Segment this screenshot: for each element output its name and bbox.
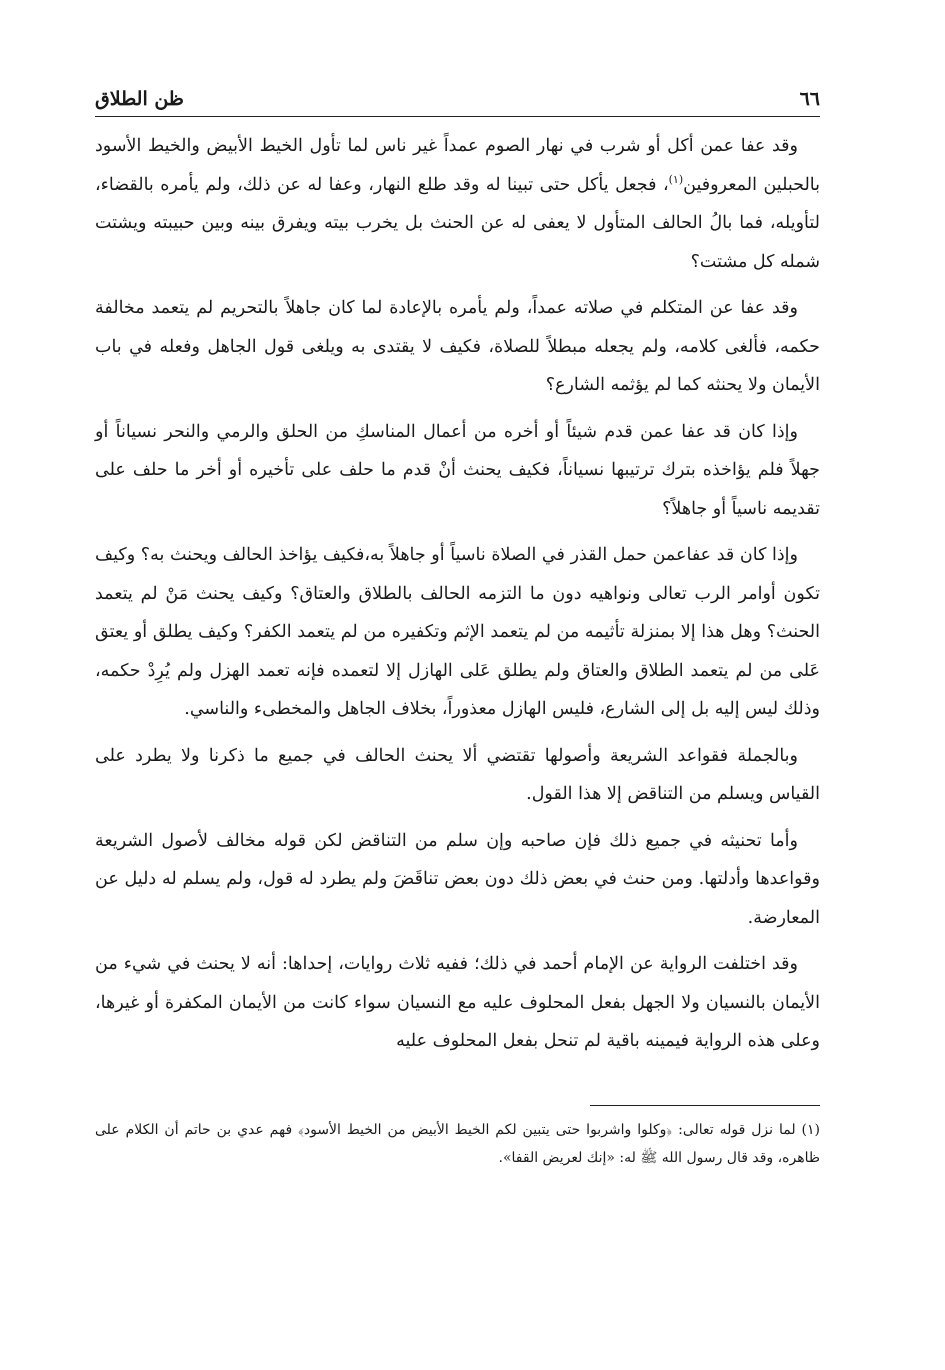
- book-title: ظن الطلاق: [95, 82, 190, 116]
- book-page: [95, 82, 820, 1282]
- footnote: (١) لما نزل قوله تعالى: ﴿وكلوا واشربوا حتى يتبين لكم الخيط الأبيض من الخيط الأسود﴾ فهم عدي بن حاتم أن الكلام على ظاهره، وقد قال رسول الله ﷺ له: «إنك لعريض القفا».: [95, 1121, 820, 1166]
- paragraph-1-text-after: ، فجعل يأكل حتى تبينا له وقد طلع النهار، وعفا له عن ذلك، ولم يأمره بالقضاء، لتأويله، فما بالُ الحالف المتأول لا يعفى له عن الحنث بل يخرب بيته ويفرق بينه وبين حبيبته ويشتت شمله كل مشتت؟: [95, 174, 820, 272]
- running-head: [95, 82, 820, 117]
- paragraph-6: وأما تحنيثه في جميع ذلك فإن صاحبه وإن سلم من التناقض لكن قوله مخالف لأصول الشريعة وقواعدها وأدلتها. ومن حنث في بعض ذلك دون بعض تناقَضَ ولم يطرد له قول، ولم يسلم له دليل عن المعارضة.: [95, 830, 820, 928]
- paragraph-1-text-before: وقد عفا عمن أكل أو شرب في نهار الصوم عمداً غير ناس لما تأول الخيط الأبيض والخيط الأسود بالحبلين المعروفين: [95, 136, 820, 195]
- paragraph-7: وقد اختلفت الرواية عن الإمام أحمد في ذلك؛ ففيه ثلاث روايات، إحداها: أنه لا يحنث في شيء من الأيمان بالنسيان ولا الجهل بفعل المحلوف عليه مع النسيان سواء كانت من الأيمان المكفرة أو غيرها، وعلى هذه الرواية فيمينه باقية لم تنحل بفعل المحلوف عليه: [95, 954, 820, 1051]
- body-text: [95, 127, 820, 1061]
- paragraph-4: وإذا كان قد عفاعمن حمل القذر في الصلاة ناسياً أو جاهلاً به،فكيف يؤاخذ الحالف ويحنث به؟ وكيف تكون أوامر الرب تعالى ونواهيه دون ما التزمه الحالف بالطلاق والعتاق؟ وكيف يحنث مَنْ لم يتعمد الحنث؟ وهل هذا إلا بمنزلة تأثيمه من لم يتعمد الإثم وتكفيره من لم يتعمد الكفر؟ وكيف يطلق أو يعتق عَلى من لم يتعمد الطلاق والعتاق ولم يطلق عَلى الهازل إلا لتعمده فإنه تعمد الهزل ولم يُرِدْ حكمه، وذلك ليس إليه بل إلى الشارع، فليس الهازل معذوراً، بخلاف الجاهل والمخطىء والناسي.: [95, 545, 820, 719]
- page-number: ٦٦: [794, 82, 820, 116]
- paragraph-2: وقد عفا عن المتكلم في صلاته عمداً، ولم يأمره بالإعادة لما كان جاهلاً بالتحريم لم يتعمد مخالفة حكمه، فألغى كلامه، ولم يجعله مبطلاً للصلاة، فكيف لا يقتدى به ويلغى قول الجاهل وفعله في باب الأيمان ولا يحنثه كما لم يؤثمه الشارع؟: [95, 298, 820, 395]
- footnote-reference[interactable]: (١): [668, 172, 684, 186]
- paragraph-3: وإذا كان قد عفا عمن قدم شيئاً أو أخره من أعمال المناسكِ من الحلق والرمي والنحر نسياناً أو جهلاً فلم يؤاخذه بترك ترتيبها نسياناً، فكيف يحنث أنْ قدم ما حلف على تأخيره أو أخر ما حلف على تقديمه ناسياً أو جاهلاً؟: [95, 421, 820, 519]
- footnote-divider: [590, 1105, 820, 1106]
- paragraph-1: [95, 127, 820, 281]
- paragraph-5: وبالجملة فقواعد الشريعة وأصولها تقتضي ألا يحنث الحالف في جميع ما ذكرنا ولا يطرد على القياس ويسلم من التناقض إلا هذا القول.: [95, 745, 820, 804]
